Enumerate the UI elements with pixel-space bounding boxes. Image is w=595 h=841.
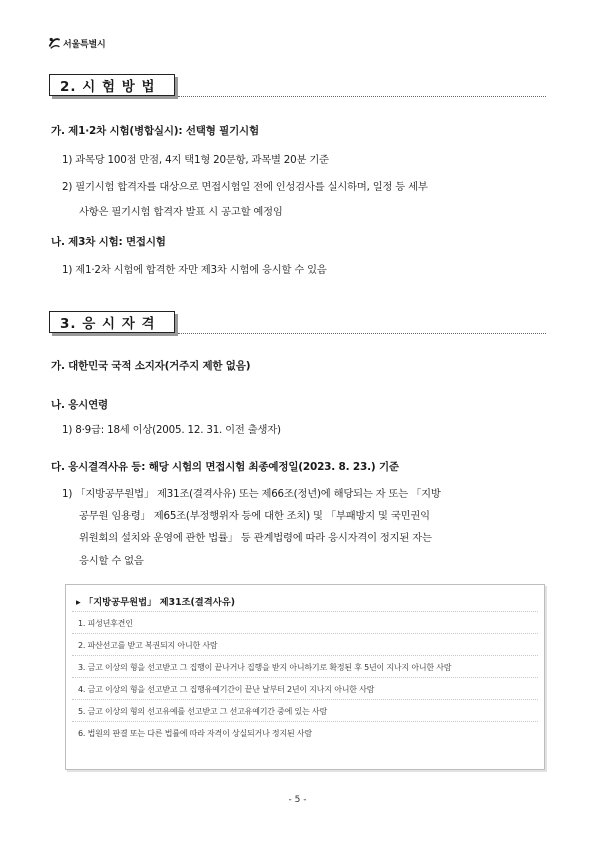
section-2-divider (178, 96, 546, 97)
section-3c-heading: 다. 응시결격사유 등: 해당 시험의 면접시험 최종예정일(2023. 8. 23.) 기준 (51, 461, 399, 473)
reference-title: ▸ 「지방공무원법」 제31조(결격사유) (76, 597, 235, 608)
page-number: - 5 - (288, 795, 307, 805)
reference-box (65, 584, 545, 770)
reference-item-5: 5. 금고 이상의 형의 선고유예를 선고받고 그 선고유예기간 중에 있는 사람 (78, 707, 327, 716)
section-2a-heading: 가. 제1·2차 시험(병합실시): 선택형 필기시험 (51, 125, 259, 137)
section-3c-item-1: 1) 「지방공무원법」 제31조(결격사유) 또는 제66조(정년)에 해당되는 자 또는 「지방 (62, 488, 441, 500)
section-3-divider (178, 333, 546, 334)
logo-text: 서울특별시 (63, 39, 106, 50)
section-2a-item-2-cont: 사항은 필기시험 합격자 발표 시 공고할 예정임 (79, 206, 283, 218)
reference-divider (72, 655, 538, 656)
reference-item-1: 1. 피성년후견인 (78, 619, 133, 628)
reference-item-4: 4. 금고 이상의 형을 선고받고 그 집행유예기간이 끝난 날부터 2년이 지나지 아니한 사람 (78, 685, 375, 694)
reference-divider (72, 633, 538, 634)
reference-divider (72, 677, 538, 678)
seoul-logo (47, 36, 105, 50)
section-3b-item-1: 1) 8·9급: 18세 이상(2005. 12. 31. 이전 출생자) (62, 424, 281, 436)
section-2b-heading: 나. 제3차 시험: 면접시험 (51, 236, 166, 248)
section-3c-item-1-cont-2: 위원회의 설치와 운영에 관한 법률」 등 관계법령에 따라 응시자격이 정지된 자는 (79, 532, 432, 544)
reference-divider (72, 611, 538, 612)
seoul-logo-icon (47, 36, 61, 50)
reference-item-2: 2. 파산선고를 받고 복권되지 아니한 사람 (78, 641, 218, 650)
section-3c-item-1-cont-1: 공무원 임용령」 제65조(부정행위자 등에 대한 조치) 및 「부패방지 및 국민권익 (79, 510, 430, 522)
section-3c-item-1-cont-3: 응시할 수 없음 (79, 555, 144, 567)
section-3-title: 3. 응 시 자 격 (49, 311, 175, 333)
reference-divider (72, 721, 538, 722)
reference-divider (72, 699, 538, 700)
section-2a-item-1: 1) 과목당 100점 만점, 4지 택1형 20문항, 과목별 20분 기준 (62, 154, 329, 166)
reference-item-3: 3. 금고 이상의 형을 선고받고 그 집행이 끝나거나 집행을 받지 아니하기로 확정된 후 5년이 지나지 아니한 사람 (78, 663, 452, 672)
reference-item-6: 6. 법원의 판결 또는 다른 법률에 따라 자격이 상실되거나 정지된 사람 (78, 729, 312, 738)
section-3b-heading: 나. 응시연령 (51, 399, 108, 411)
section-2b-item-1: 1) 제1·2차 시험에 합격한 자만 제3차 시험에 응시할 수 있음 (62, 264, 327, 276)
section-3a-heading: 가. 대한민국 국적 소지자(거주지 제한 없음) (51, 360, 251, 372)
section-2a-item-2: 2) 필기시험 합격자를 대상으로 면접시험일 전에 인성검사를 실시하며, 일정 등 세부 (62, 181, 428, 193)
section-2-title: 2. 시 험 방 법 (49, 74, 175, 96)
